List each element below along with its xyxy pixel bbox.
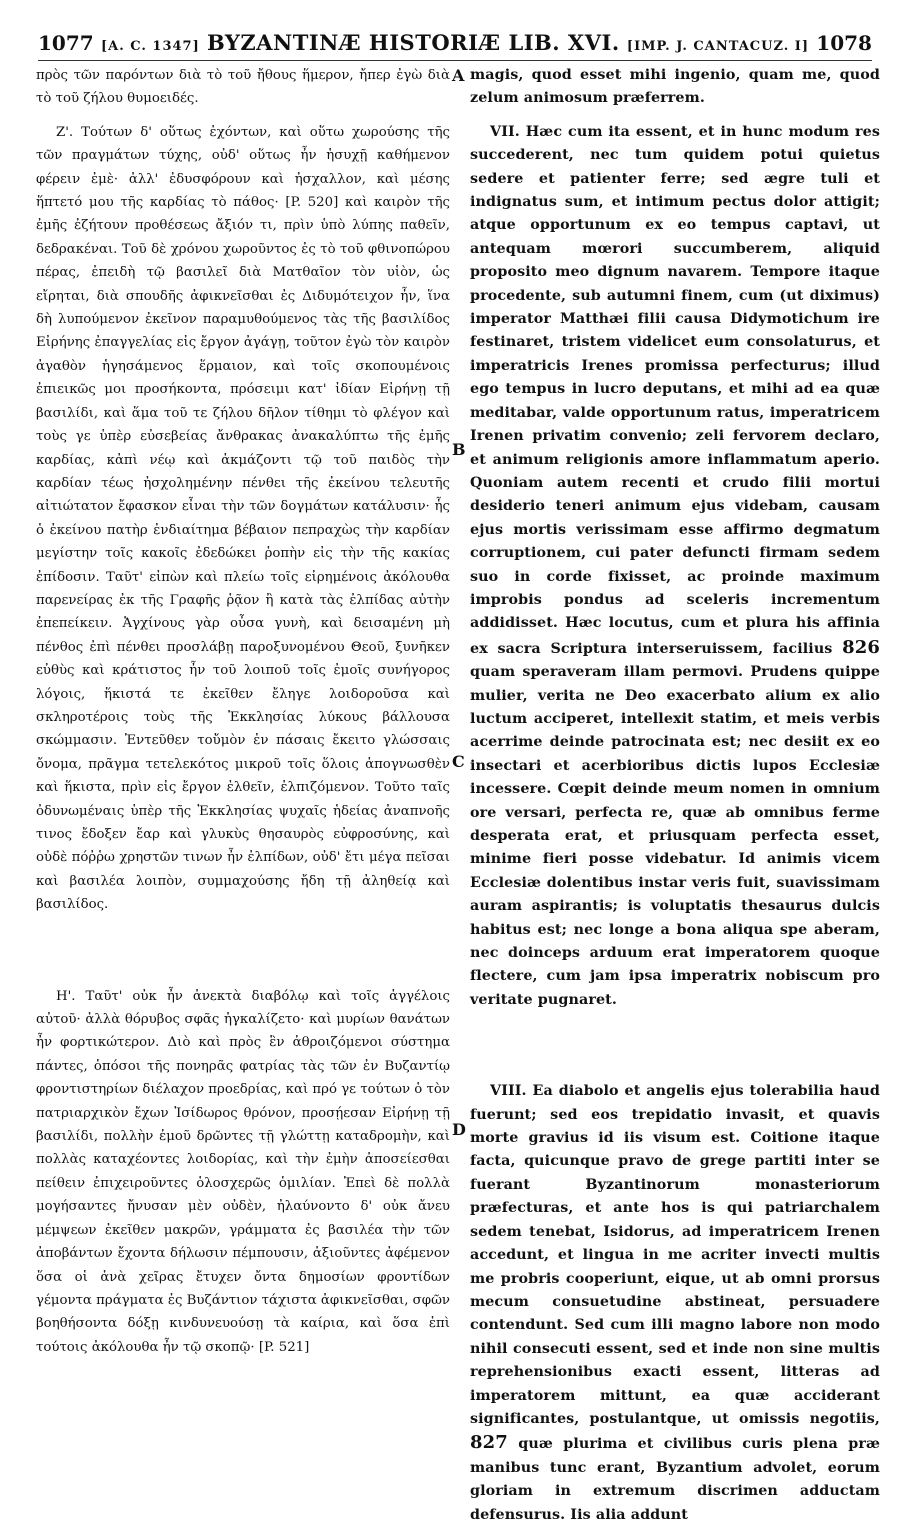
latin-paragraph-7 xyxy=(470,121,880,1012)
margin-marker-b: B xyxy=(452,440,466,459)
greek-column xyxy=(36,64,450,1369)
page-number-left: 1077 xyxy=(38,31,94,55)
latin-text: quam speraveram illam permovi. Prudens quippe mulier, verita ne Deo exacerbato alium ex alio luctum acciperet, intellexit statim, et meis verbis acerrime deinde patrocinata est; nec desiit ex eo insectari et acerbioribus dictis lupos Ecclesiæ incessere. Cœpit deinde meum nomen in omnium ore versari, perfecta re, quæ ab omnibus ferme desperata erat, et priusquam perfecta esset, minime fieri posse videbatur. Id animis vicem Ecclesiæ dolentibus instar veris fuit, suavissimam auram aspirantis; is voluptatis thesaurus dulcis habitus est; nec longe a bona aliqua spe aberam, nec doinceps arduum erat imperatorem quoque flectere, cum jam ipsa imperatrix nobiscum pro veritate pugnaret. xyxy=(470,664,880,1008)
emperor-marker: [IMP. J. CANTACUZ. I] xyxy=(626,39,810,54)
greek-paragraph-0: πρὸς τῶν παρόντων διὰ τὸ τοῦ ἤθους ἥμερον, ἤπερ ἐγὼ διὰ τὸ τοῦ ζήλου θυμοειδές. xyxy=(36,68,450,107)
latin-column xyxy=(470,64,880,1537)
latin-paragraph-8 xyxy=(470,1080,880,1527)
latin-text: VII. Hæc cum ita essent, et in hunc modum res succederent, nec tum quidem potui quietus sedere et patienter ferre; sed ægre tuli et indignatus sum, et intimum pectus dolor attigit; atque opportunum ex eo tempus captavi, ut antequam mœrori succumberem, aliquid proposito meo dignum navarem. Tempore itaque procedente, sub autumni finem, cum (ut diximus) imperator Matthæi filii causa Didymotichum ire festinaret, tristem videlicet eum consolaturus, et imperatricis Irenes promissa perfecturus; illud ego tempus in lucro deputans, et mihi ad ea quæ meditabar, valde opportunum ratus, imperatricem Irenen privatim convenio; zeli fervorem declaro, et animum religionis amore inflammatum aperio. Quoniam autem recenti et crudo filii mortui desiderio teneri animum ejus videbam, causam ejus mortis verissimam esse affirmo degmatum corruptionem, cui pater defuncti firmam sedem suo in corde fixisset, ac proinde maximum improbis pondus ad sceleris incrementum addidisset. Hæc locutus, cum et plura his affinia ex sacra Scriptura interseruissem, facilius xyxy=(470,123,880,657)
edition-page-ref: 826 xyxy=(842,636,880,658)
greek-paragraph-8: Η'. Ταῦτ' οὐκ ἦν ἀνεκτὰ διαβόλῳ καὶ τοῖς ἀγγέλοις αὐτοῦ· ἀλλὰ θόρυβος σφᾶς ἠγκαλίζετο· καὶ μυρίων θανάτων ἦν φορτικώτερον. Διὸ καὶ πρὸς ἓν ἀθροιζόμενοι σύστημα πάντες, ὁπόσοι τῆς πονηρᾶς φατρίας τὰς τῶν ἐν Βυζαντίῳ φροντιστηρίων διέλαχον προεδρίας, καὶ πρό γε τούτων ὁ τὸν πατριαρχικὸν ἔχων Ἰσίδωρος θρόνον, προσῄεσαν Εἰρήνῃ τῇ βασιλίδι, πολλὴν ἐμοῦ δρῶντες τῇ γλώττῃ καταδρομὴν, καὶ πολλὰς καταχέοντες λοιδορίας, καὶ τὴν ἐμὴν ἀποσείεσθαι πείθειν ἐπιχειροῦντες ὁλοσχερῶς ὁμιλίαν. Ἐπεὶ δὲ πολλὰ μογήσαντες ἤνυσαν μὲν οὐδὲν, ἠλαύνοντο δ' οὐκ ἄνευ μέμψεων ἐκεῖθεν μακρῶν, γράμματα ἐς βασιλέα τὴν τῶν ἀποβάντων ἔχοντα δήλωσιν πέμπουσιν, ἀξιοῦντες ἀφέμενον ὅσα οἱ ἀνὰ χεῖρας ἔτυχεν ὄντα δημοσίων φροντίδων γέμοντα πράγματα ἐς Βυζάντιον τάχιστα ἀφικνεῖσθαι, σφῶν βοηθήσοντα δόξῃ κινδυνευούσῃ τὰ καίρια, καὶ ὅσα ἐπὶ τούτοις ἀκόλουθα ἦν τῷ σκοπῷ· [P. 521] xyxy=(36,988,450,1355)
margin-marker-d: D xyxy=(452,1120,466,1139)
edition-page-ref: 827 xyxy=(470,1432,508,1454)
latin-paragraph-0: magis, quod esset mihi ingenio, quam me, quod zelum animosum præferrem. xyxy=(470,67,880,107)
running-title: BYZANTINÆ HISTORIÆ LIB. XVI. xyxy=(207,30,620,55)
page-header xyxy=(38,30,872,61)
greek-paragraph-7: Ζ'. Τούτων δ' οὕτως ἐχόντων, καὶ οὕτω χωρούσης τῆς τῶν πραγμάτων τύχης, οὐδ' οὕτως ἦν ἡσυχῇ καθήμενον φέρειν ἐμὲ· ἀλλ' ἐδυσφόρουν καὶ ἠσχαλλον, καὶ μέσης ἥπτετό μου τῆς καρδίας τὸ πάθος· [P. 520] καὶ καιρὸν τῆς ἐμῆς ἐζήτουν προθέσεως ἄξιόν τι, πρὶν ὑπὸ λύπης παθεῖν, δεδρακέναι. Τοῦ δὲ χρόνου χωροῦντος ἐς τὸ τοῦ φθινοπώρου πέρας, ἐπειδὴ τῷ βασιλεῖ διὰ Ματθαῖον τὸν υἱὸν, ὡς εἴρηται, διὰ σπουδῆς ἀφικνεῖσθαι ἐς Διδυμότειχον ἦν, ἵνα δὴ λυπούμενον ἐκεῖνον παραμυθούμενος τὰς τῆς βασιλίδος Εἰρήνης ἐπαγγελίας εἰς ἔργον ἀγάγῃ, τοῦτον ἐγὼ τὸν καιρὸν ἀγαθὸν ἡγησάμενος ἕρμαιον, καὶ τοῖς σκοπουμένοις ἐπιεικῶς μοι προσήκοντα, πρόσειμι κατ' ἰδίαν Εἰρήνῃ τῇ βασιλίδι, καὶ ἅμα τοῦ τε ζήλου δῆλον τίθημι τὸ φλέγον καὶ τοὺς γε ὑπὲρ εὐσεβείας ἄνθρακας ἀνακαλύπτω τῆς ἐμῆς καρδίας, κἀπὶ νέῳ καὶ ἀκμάζοντι τῷ τοῦ παιδὸς τὴν καρδίαν τέως ἠσχολημένην πένθει τῆς ἐκείνου τελευτῆς αἰτιώτατον ἔφασκον εἶναι τὴν τῶν δογμάτων κατάλυσιν· ἧς ὁ ἐκείνου πατὴρ ἐνδιαίτημα βέβαιον πεπραχὼς τὴν καρδίαν μεγίστην τοῖς κακοῖς ἐδεδώκει ῥοπὴν εἰς τὴν τῆς κακίας ἐπίδοσιν. Ταῦτ' εἰπὼν καὶ πλείω τοῖς εἰρημένοις ἀκόλουθα παρενείρας ἐκ τῆς Γραφῆς ῥᾷον ἢ κατὰ τὰς ἐλπίδας αὐτὴν ἐπεπείκειν. Ἀγχίνους γὰρ οὖσα γυνὴ, καὶ δεισαμένη μὴ πένθος ἐπὶ πένθει προσλάβῃ παροξυνομένου Θεοῦ, ξυνῆκεν εὐθὺς καὶ κράτιστος ἦν τοῦ λοιποῦ τοῖς ἐμοῖς συνήγορος λόγοις, ἥκιστά τε ἐκεῖθεν ἔληγε λοιδοροῦσα καὶ σκληροτέροις τοὺς τῆς Ἐκκλησίας λύκους βάλλουσα σκώμμασιν. Ἐντεῦθεν τοὔμὸν ἐν πάσαις ἔκειτο γλώσσαις ὄνομα, πρᾶγμα τετελεκότος μικροῦ τοῖς ὅλοις ἀπογνωσθὲν καὶ ἥκιστα, πρὶν εἰς ἔργον ἐλθεῖν, ἐλπιζόμενον. Τοῦτο ταῖς ὀδυνωμέναις ὑπὲρ τῆς Ἐκκλησίας ψυχαῖς ἡδείας ἀναπνοῆς τινος ἔδοξεν ἔαρ καὶ γλυκὺς θησαυρὸς εὐφροσύνης, καὶ οὐδὲ πόῤῥω χρηστῶν τινων ἦν ἐλπίδων, οὐδ' ἔτι μέγα πεῖσαι καὶ βασιλέα λοιπὸν, συμμαχούσης ἤδη τῇ ἀληθείᾳ καὶ βασιλίδος. xyxy=(36,124,450,913)
page-number-right: 1078 xyxy=(816,31,872,55)
year-marker: [A. C. 1347] xyxy=(100,39,200,54)
latin-text: VIII. Ea diabolo et angelis ejus tolerabilia haud fuerunt; sed eos trepidatio invasit, et quavis morte gravius id iis visum est. Coitione itaque facta, quicunque pravo de grege partiti inter se fuerant Byzantinorum monasteriorum præfecturas, et ante hos is qui patriarchalem sedem tenebat, Isidorus, ad imperatricem Irenen accedunt, et lingua in me acriter invecti multis me probris cooperiunt, eique, ut ab omni prorsus mecum consuetudine abstineat, persuadere contendunt. Sed cum illi magno labore non modo nihil consecuti essent, sed et inde non sine multis reprehensionibus exacti essent, litteras ad imperatorem mittunt, ea quæ acciderant significantes, postulantque, ut omissis negotiis, xyxy=(470,1083,880,1427)
latin-text: quæ plurima et civilibus curis plena præ manibus tunc erant, Byzantium advolet, eorum gloriam in extremum discrimen adductam defensurus. Iis alia addunt xyxy=(470,1436,881,1523)
margin-marker-a: A xyxy=(452,66,465,85)
margin-marker-c: C xyxy=(452,752,465,771)
